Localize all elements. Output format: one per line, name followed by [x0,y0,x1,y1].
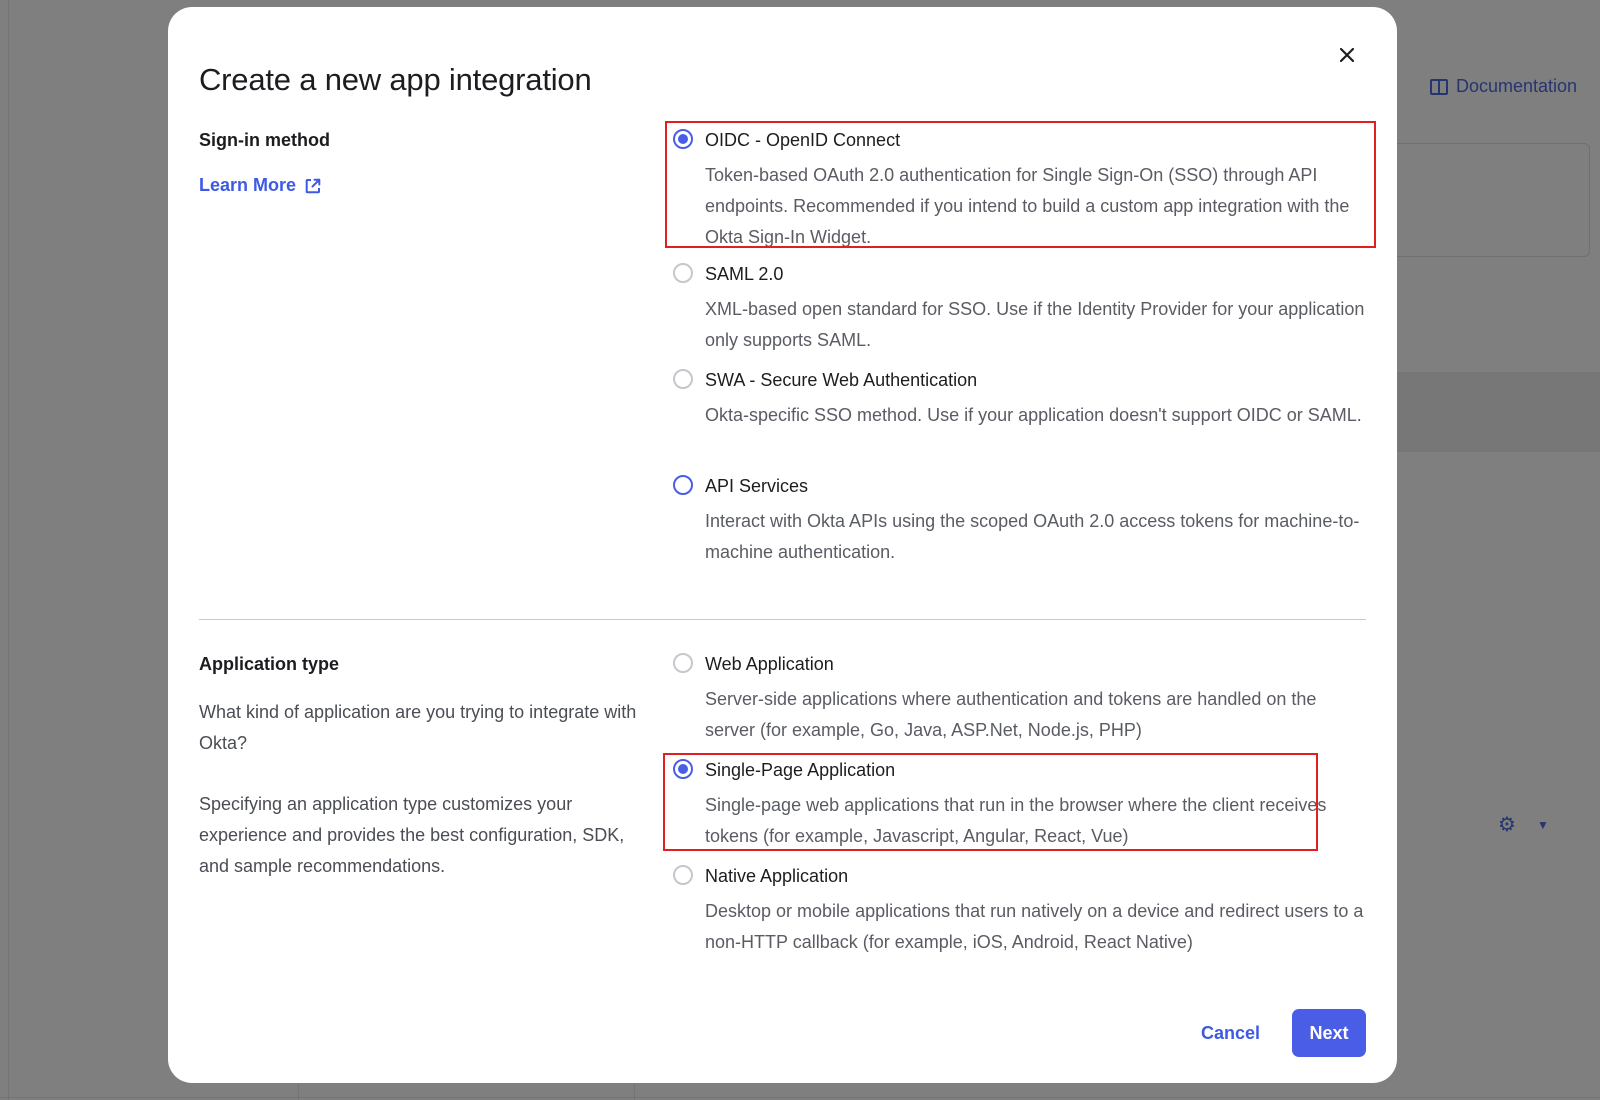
option-title: OIDC - OpenID Connect [705,130,901,150]
option-title: Native Application [705,866,849,886]
sign-in-method-section [199,129,1366,579]
background-divider [0,1097,1600,1098]
option-description: Single-page web applications that run in the browser where the client receives tokens (for example, Javascript, Angular, React, Vue) [705,795,1327,846]
background-panel [1380,372,1600,452]
option-description: XML-based open standard for SSO. Use if the Identity Provider for your application only supports SAML. [705,299,1365,350]
close-button[interactable] [1337,45,1357,65]
learn-more-label: Learn More [199,175,297,195]
gear-icon: ⚙ [1498,814,1516,836]
option-description: Server-side applications where authentication and tokens are handled on the server (for example, Go, Java, ASP.Net, Node.js, PHP) [705,689,1317,740]
option-description: Token-based OAuth 2.0 authentication for Single Sign-On (SSO) through API endpoints. Recommended if you intend to build a custom app integration with the Okta Sign-In Widget. [705,165,1350,247]
close-icon [1337,45,1357,65]
option-description: Desktop or mobile applications that run natively on a device and redirect users to a non-HTTP callback (for example, iOS, Android, React Native) [705,901,1364,952]
radio-web-application[interactable] [673,653,693,673]
application-type-info [199,653,639,882]
dialog-actions [1201,1009,1366,1057]
create-app-integration-dialog [168,7,1397,1083]
option-title: SWA - Secure Web Authentication [705,370,978,390]
section-divider [199,619,1366,620]
option-title: SAML 2.0 [705,264,784,284]
option-title: Web Application [705,654,834,674]
dialog-title: Create a new app integration [199,62,592,97]
application-type-help: What kind of application are you trying to integrate with Okta? [199,702,637,753]
application-type-section [199,653,1366,953]
documentation-label: Documentation [1456,76,1578,96]
sign-in-method-info [199,129,639,196]
option-saml[interactable] [664,263,1366,356]
background-divider [8,0,9,1100]
option-title: Single-Page Application [705,760,896,780]
option-description: Okta-specific SSO method. Use if your application doesn't support OIDC or SAML. [705,405,1362,425]
learn-more-link[interactable] [199,175,322,196]
cancel-button[interactable]: Cancel [1200,1022,1260,1043]
option-swa[interactable] [664,369,1366,431]
radio-oidc[interactable] [673,129,693,149]
caret-down-icon: ▼ [1537,818,1549,832]
radio-swa[interactable] [673,369,693,389]
documentation-link [1430,76,1577,97]
radio-native-application[interactable] [673,865,693,885]
radio-saml[interactable] [673,263,693,283]
radio-single-page-application[interactable] [673,759,693,779]
application-type-help-secondary: Specifying an application type customizes your experience and provides the best configuration, SDK, and sample recommendations. [199,794,625,876]
next-button[interactable]: Next [1292,1009,1366,1057]
application-type-label: Application type [199,654,340,674]
sign-in-method-label: Sign-in method [199,130,330,150]
background-panel [1380,143,1590,257]
option-title: API Services [705,476,809,496]
option-description: Interact with Okta APIs using the scoped OAuth 2.0 access tokens for machine-to-machine authentication. [705,511,1360,562]
option-web-application[interactable] [664,653,1366,746]
external-link-icon [304,177,322,195]
option-api-services[interactable] [664,475,1366,568]
option-single-page-application[interactable] [664,759,1366,852]
option-native-application[interactable] [664,865,1366,958]
radio-api-services[interactable] [673,475,693,495]
option-oidc[interactable] [664,129,1366,253]
book-icon [1430,79,1448,95]
